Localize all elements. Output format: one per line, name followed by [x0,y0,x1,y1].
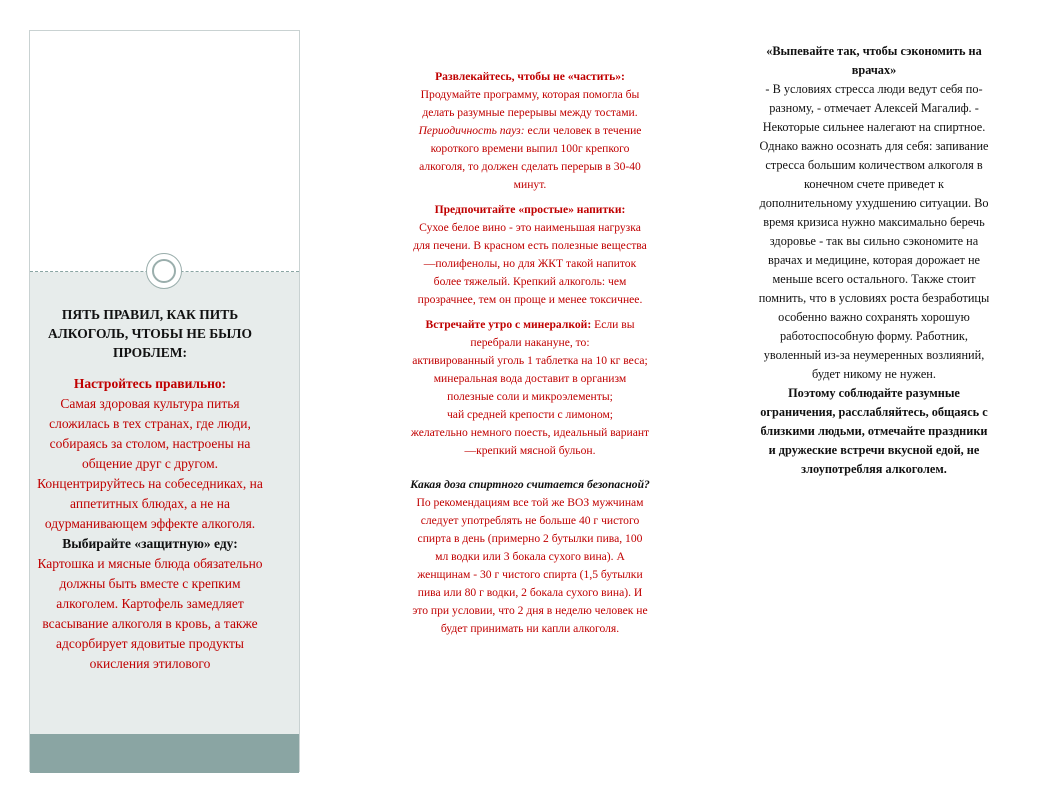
rule4-body: Сухое белое вино - это наименьшая нагрузка для печени. В красном есть полезные вещества—полифенолы, но для ЖКТ такой напиток более тяжелый. Крепкий алкоголь: чем прозрачнее, тем он проще и менее токсичнее. [413,221,647,306]
brochure-title: ПЯТЬ ПРАВИЛ, КАК ПИТЬ АЛКОГОЛЬ, ЧТОБЫ НЕ БЫЛО ПРОБЛЕМ: [48,307,252,360]
rule3-body-b: если человек в течение короткого времени выпил 100г крепкого алкоголя, то должен сделать перерыв в 30-40 минут. [419,124,642,191]
rule4-heading: Предпочитайте «простые» напитки: [434,203,626,216]
rule3-body-a: Продумайте программу, которая помогла бы делать разумные перерывы между тостами. [420,88,640,119]
left-panel-blank-area [30,31,299,272]
right-body: - В условиях стресса люди ведут себя по-разному, - отмечает Алексей Магалиф. - Некоторые сильнее налегают на спиртное. Однако важно осознать для себя: запивание стресса большим количеством алкоголя в конечном счете приведет к дополнительному ухудшению ситуации. Во время кризиса нужно максимально беречь здоровье - так вы сильно сэкономите на врачах и медицине, которая дорожает не меньше всего остального. Также стоит помнить, что в условиях роста безработицы особенно важно сохранять хорошую работоспособную форму. Работник, уволенный из-за неумеренных возлияний, будет никому не нужен. [758,82,990,381]
rule5-line3: чай средней крепости с лимоном; [446,408,614,421]
left-panel-footer-band [30,734,299,773]
rule2-body: Картошка и мясные блюда обязательно должны быть вместе с крепким алкоголем. Картофель замедляет всасывание алкоголя в кровь, а также адсорбирует ядовитые продукты окисления этилового [37,556,263,671]
dose-body: По рекомендациям все той же ВОЗ мужчинам следует употреблять не больше 40 г чистого спирта в день (примерно 2 бутылки пива, 100 мл водки или 3 бокала сухого вина). А женщинам - 30 г чистого спирта (1,5 бутылки пива или 80 г водки, 2 бокала сухого вина). И это при условии, что 2 дня в неделю человек не будет принимать ни капли алкоголя. [412,496,648,635]
right-closing: Поэтому соблюдайте разумные ограничения, расслабляйтесь, общаясь с близкими людьми, отмечайте праздники и дружеские встречи вкусной едой, не злоупотребляя алкоголем. [760,386,988,476]
dose-heading: Какая доза спиртного считается безопасной? [410,478,650,491]
rule5-body: Если вы перебрали накануне, то: [470,318,635,349]
rule1-body: Самая здоровая культура питья сложилась в тех странах, где люди, собираясь за столом, настроены на общение друг с другом. Концентрируйтесь на собеседниках, на аппетитных блюдах, а не на одурманивающем эффекте алкоголя. [37,396,263,531]
rule5-heading: Встречайте утро с минералкой: [425,318,592,331]
circle-ornament-icon [146,253,182,289]
right-heading: «Выпевайте так, чтобы сэкономить на врачах» [766,44,982,77]
right-panel [758,42,990,479]
rule3-heading: Развлекайтесь, чтобы не «частить»: [435,70,625,83]
left-panel-text [30,305,270,733]
middle-panel [410,68,650,645]
rule3-italic: Периодичность пауз: [418,124,525,137]
rule5-line2: минеральная вода доставит в организм полезные соли и микроэлементы; [433,372,627,403]
rule2-heading: Выбирайте «защитную» еду: [62,536,238,551]
rule5-line1: активированный уголь 1 таблетка на 10 кг веса; [412,354,648,367]
rule5-line4: желательно немного поесть, идеальный вариант—крепкий мясной бульон. [410,426,650,457]
rule1-heading: Настройтесь правильно: [73,376,227,391]
